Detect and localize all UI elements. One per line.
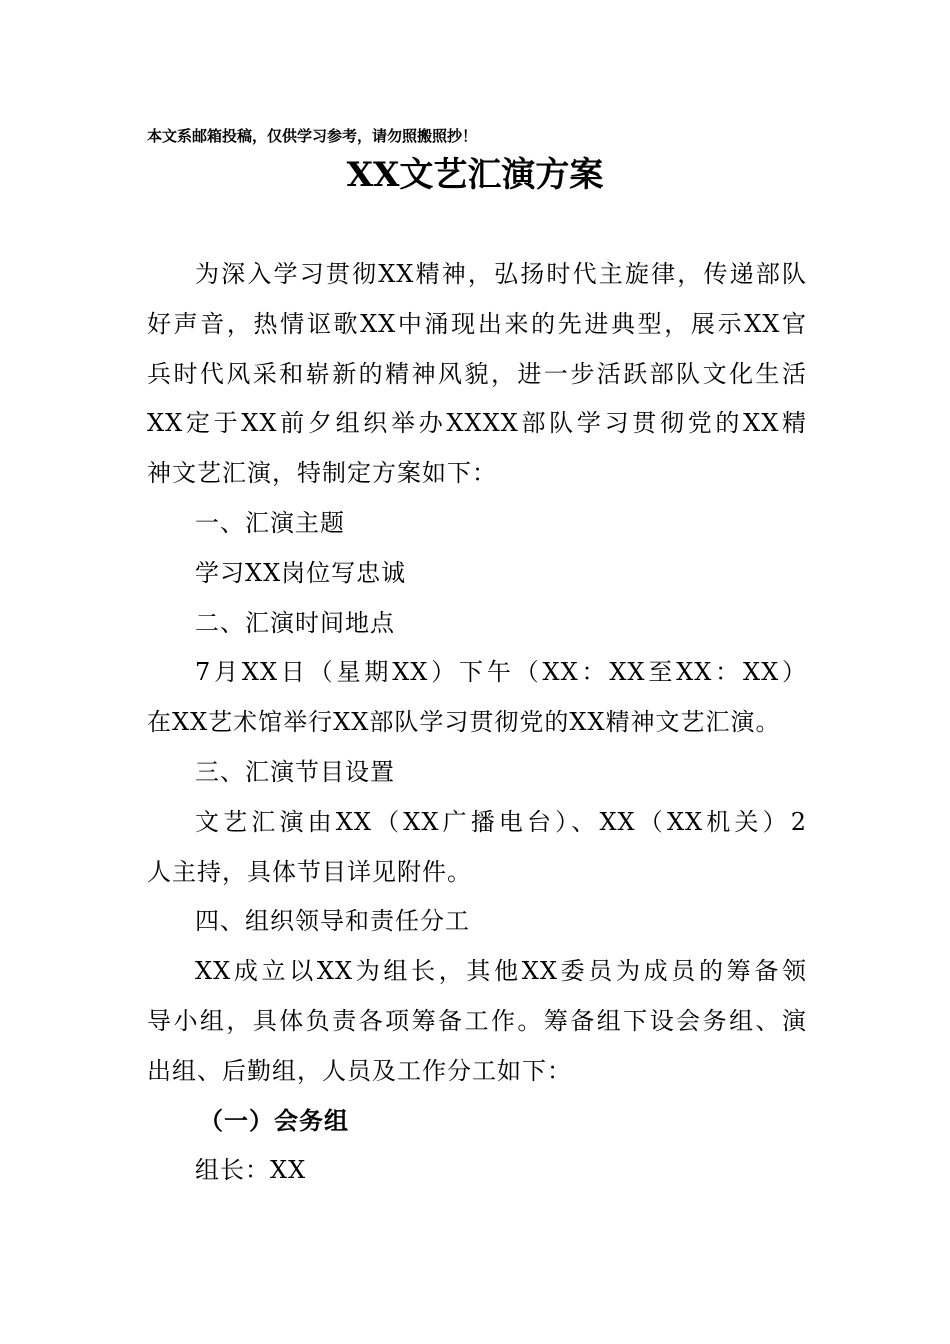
header-notice: 本文系邮箱投稿，仅供学习参考，请勿照搬照抄！ bbox=[147, 127, 478, 145]
subsection-heading-affairs: （一）会务组 bbox=[199, 1106, 349, 1135]
intro-line-2: 好声音，热情讴歌XX中涌现出来的先进典型，展示XX官 bbox=[147, 309, 807, 338]
section-heading-organization: 四、组织领导和责任分工 bbox=[195, 907, 470, 936]
intro-line-1: 为深入学习贯彻XX精神，弘扬时代主旋律，传递部队 bbox=[195, 260, 807, 288]
intro-line-5: 神文艺汇演，特制定方案如下： bbox=[147, 459, 497, 488]
section-heading-theme: 一、汇演主题 bbox=[195, 508, 345, 537]
subsection-text-affairs-leader: 组长：XX bbox=[195, 1156, 307, 1185]
intro-line-3: 兵时代风采和崭新的精神风貌，进一步活跃部队文化生活 bbox=[147, 359, 807, 388]
document-title: XX文艺汇演方案 bbox=[346, 155, 604, 195]
section-text-program-2: 人主持，具体节目详见附件。 bbox=[147, 857, 472, 886]
section-text-organization-1: XX成立以XX为组长，其他XX委员为成员的筹备领 bbox=[195, 957, 807, 986]
intro-line-4: XX定于XX前夕组织举办XXXX部队学习贯彻党的XX精 bbox=[147, 409, 807, 438]
section-text-organization-2: 导小组，具体负责各项筹备工作。筹备组下设会务组、演 bbox=[147, 1006, 807, 1035]
section-text-time-place-1: 7月XX日（星期XX）下午（XX：XX至XX：XX） bbox=[195, 658, 807, 687]
section-heading-program: 三、汇演节目设置 bbox=[195, 757, 395, 786]
document-body bbox=[147, 250, 807, 1196]
section-heading-time-place: 二、汇演时间地点 bbox=[195, 608, 395, 637]
section-text-time-place-2: 在XX艺术馆举行XX部队学习贯彻党的XX精神文艺汇演。 bbox=[147, 708, 781, 737]
section-text-theme: 学习XX岗位写忠诚 bbox=[195, 558, 407, 587]
section-text-organization-3: 出组、后勤组，人员及工作分工如下： bbox=[147, 1056, 572, 1085]
section-text-program-1: 文艺汇演由XX（XX广播电台）、XX（XX机关）2 bbox=[195, 807, 807, 836]
